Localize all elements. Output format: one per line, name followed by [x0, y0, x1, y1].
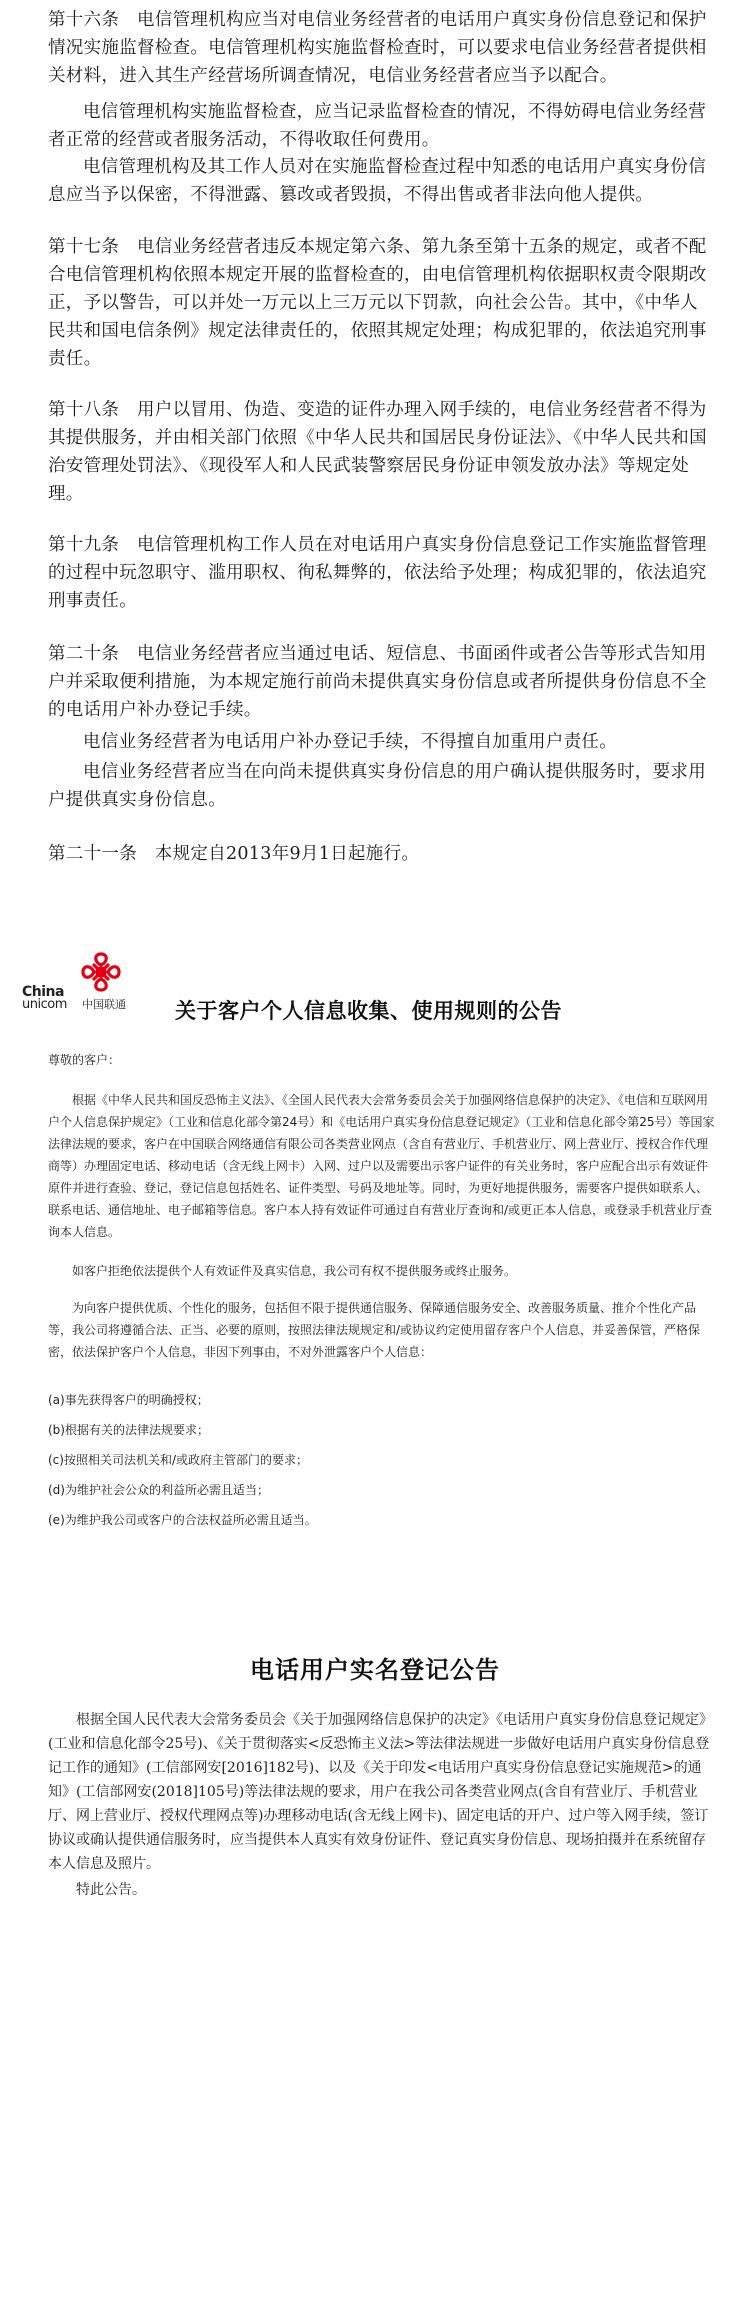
logo-wordmark-unicom: unicom — [22, 997, 67, 1012]
refusal-paragraph: 如客户拒绝依法提供个人有效证件及真实信息，我公司有权不提供服务或终止服务。 — [72, 1264, 517, 1278]
article-17-paragraph: 第十七条 电信业务经营者违反本规定第六条、第九条至第十五条的规定，或者不配合电信管理机构依照本规定开展的监督检查的，由电信管理机构依据职权责令限期改正，予以警告，可以并处一万元以上三万元以下罚款，向社会公告。其中，《中华人民共和国电信条例》规定法律责任的，依照其规定处理；构成犯罪的，依法追究刑事责任。 — [48, 237, 707, 369]
article-21-paragraph: 第二十一条 本规定自2013年9月1日起施行。 — [48, 844, 420, 864]
list-item: (a)事先获得客户的明确授权； — [48, 1393, 209, 1407]
list-item: (d)为维护社会公众的利益所必需且适当； — [48, 1483, 269, 1497]
unicom-notice-title: 关于客户个人信息收集、使用规则的公告 — [175, 999, 562, 1023]
unicom-knot-icon — [80, 951, 122, 993]
realname-notice-section — [0, 1560, 750, 2306]
unicom-notice-section — [0, 935, 750, 1375]
list-item: (c)按照相关司法机关和/或政府主管部门的要求； — [48, 1453, 309, 1467]
article-18-paragraph: 第十八条 用户以冒用、伪造、变造的证件办理入网手续的，电信业务经营者不得为其提供服务，并由相关部门依照《中华人民共和国居民身份证法》、《中华人民共和国治安管理处罚法》、《现役军人和人民武装警察居民身份证申领发放办法》等规定处理。 — [48, 400, 707, 504]
logo-wordmark-china: China — [22, 984, 64, 1000]
list-item: (b)根据有关的法律法规要求； — [48, 1423, 209, 1437]
article-20-burden-paragraph: 电信业务经营者为电话用户补办登记手续，不得擅自加重用户责任。 — [83, 732, 617, 752]
article-16-inspection-paragraph: 电信管理机构实施监督检查，应当记录监督检查的情况，不得妨碍电信业务经营者正常的经营或者服务活动，不得收取任何费用。 — [48, 102, 706, 150]
collection-paragraph: 根据《中华人民共和国反恐怖主义法》、《全国人民代表大会常务委员会关于加强网络信息保护的决定》、《电信和互联网用户个人信息保护规定》（工业和信息化部令第24号）和《电话用户真实身份信息登记规定》（工业和信息化部令第25号）等国家法律法规的要求，客户在中国联合网络通信有限公司各类营业网点（含自有营业厅、手机营业厅、网上营业厅、授权合作代理商等）办理固定电话、移动电话（含无线上网卡）入网、过户以及需要出示客户证件的有关业务时，客户应配合出示有效证件原件并进行查验、登记，登记信息包括姓名、证件类型、号码及地址等。同时，为更好地提供服务，需要客户提供如联系人、联系电话、通信地址、电子邮箱等信息。客户本人持有效证件可通过自有营业厅查询和/或更正本人信息，或登录手机营业厅查询本人信息。 — [48, 1093, 715, 1239]
regulation-section — [0, 0, 750, 935]
article-19-paragraph: 第十九条 电信管理机构工作人员在对电话用户真实身份信息登记工作实施监督管理的过程中玩忽职守、滥用职权、徇私舞弊的，依法给予处理；构成犯罪的，依法追究刑事责任。 — [48, 535, 707, 611]
article-20-confirmation-paragraph: 电信业务经营者应当在向尚未提供真实身份信息的用户确认提供服务时，要求用户提供真实身份信息。 — [48, 762, 706, 810]
usage-paragraph: 为向客户提供优质、个性化的服务，包括但不限于提供通信服务、保障通信服务安全、改善服务质量、推介个性化产品等，我公司将遵循合法、正当、必要的原则，按照法律法规规定和/或协议约定使用留存客户个人信息，并妥善保管，严格保密，依法保护客户个人信息，非因下列事由，不对外泄露客户个人信息： — [48, 1301, 701, 1359]
realname-paragraph: 根据全国人民代表大会常务委员会《关于加强网络信息保护的决定》《电话用户真实身份信息登记规定》(工业和信息化部令25号)、《关于贯彻落实<反恐怖主义法>等法律法规进一步做好电话用户真实身份信息登记工作的通知》(工信部网安[2016]182号)、以及《关于印发<电话用户真实身份信息登记实施规范>的通知》(工信部网安(2018]105号)等法律法规的要求，用户在我公司各类营业网点(含自有营业厅、手机营业厅、网上营业厅、授权代理网点等)办理移动电话(含无线上网卡)、固定电话的开户、过户等入网手续，签订协议或确认提供通信服务时，应当提供本人真实有效身份证件、登记真实身份信息、现场拍摄并在系统留存本人信息及照片。 — [48, 1712, 713, 1872]
article-16-paragraph: 第十六条 电信管理机构应当对电信业务经营者的电话用户真实身份信息登记和保护情况实施监督检查。电信管理机构实施监督检查时，可以要求电信业务经营者提供相关材料，进入其生产经营场所调查情况，电信业务经营者应当予以配合。 — [48, 10, 707, 86]
logo-wordmark-cn: 中国联通 — [82, 998, 126, 1011]
realname-notice-title: 电话用户实名登记公告 — [250, 1655, 500, 1684]
list-item: (e)为维护我公司或客户的合法权益所必需且适当。 — [48, 1513, 317, 1527]
china-unicom-logo — [22, 951, 160, 1011]
salutation: 尊敬的客户： — [48, 1053, 121, 1067]
closing-statement: 特此公告。 — [76, 1882, 146, 1898]
article-16-confidentiality-paragraph: 电信管理机构及其工作人员对在实施监督检查过程中知悉的电话用户真实身份信息应当予以保密，不得泄露、篡改或者毁损，不得出售或者非法向他人提供。 — [48, 157, 706, 205]
article-20-paragraph: 第二十条 电信业务经营者应当通过电话、短信息、书面函件或者公告等形式告知用户并采取便利措施，为本规定施行前尚未提供真实身份信息或者所提供身份信息不全的电话用户补办登记手续。 — [48, 644, 707, 720]
